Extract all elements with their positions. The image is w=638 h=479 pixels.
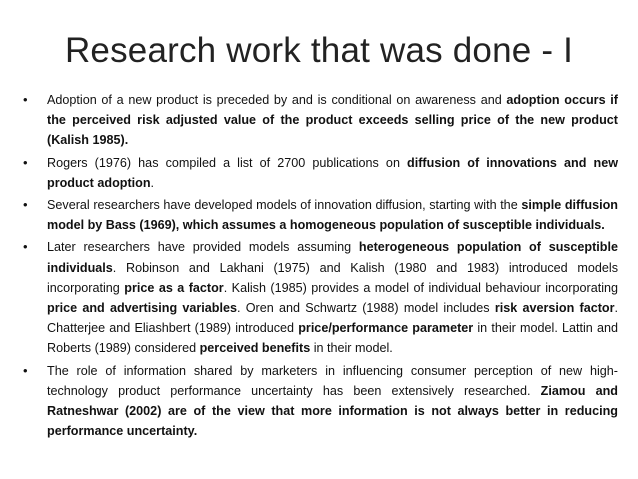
- bullet-item: [20, 195, 618, 235]
- bullet-text-bold: heterogeneous population of susceptible individuals: [47, 240, 618, 275]
- bullet-text: Later researchers have provided models assuming: [47, 240, 359, 255]
- bullet-text: .: [150, 175, 155, 190]
- bullet-dot-icon: •: [23, 92, 28, 107]
- bullet-text: Adoption of a new product is preceded by and is conditional on awareness and: [47, 93, 507, 107]
- bullet-item: [20, 153, 618, 193]
- bullet-text-bold: Ziamou and Ratneshwar (2002) are of the view that more information is not always better in reducing performance uncertainty.: [47, 383, 619, 439]
- bullet-text: in their model.: [310, 341, 393, 356]
- bullet-text-bold: price and advertising variables: [47, 301, 237, 316]
- bullet-text: Rogers (1976) has compiled a list of 2700 publications on: [47, 155, 408, 170]
- bullet-text: in their model. Lattin and Roberts (1989) considered: [47, 321, 618, 356]
- bullet-text-bold: diffusion of innovations and new product adoption: [47, 155, 619, 190]
- bullet-list: [20, 90, 618, 443]
- slide-title: Research work that was done - I: [64, 31, 574, 70]
- bullet-text-bold: simple diffusion model by Bass (1969), which assumes a homogeneous population of susceptible individuals.: [47, 198, 619, 233]
- bullet-text-bold: adoption occurs if the perceived risk adjusted value of the product exceeds selling price of the new product (Kalish 1985).: [47, 93, 618, 148]
- bullet-text: The role of information shared by marketers in influencing consumer perception of new high-technology product performance uncertainty has been extensively researched.: [47, 363, 618, 398]
- bullet-dot-icon: •: [23, 239, 28, 255]
- bullet-dot-icon: •: [23, 362, 28, 378]
- bullet-text-bold: risk aversion factor: [494, 301, 615, 316]
- bullet-dot-icon: •: [23, 197, 28, 213]
- bullet-text: . Oren and Schwartz (1988) model includes: [237, 301, 495, 316]
- bullet-text-bold: price/performance parameter: [298, 321, 474, 336]
- bullet-text-bold: price as a factor: [124, 280, 224, 295]
- bullet-text: . Robinson and Lakhani (1975) and Kalish (1980 and 1983) introduced models incorporating: [47, 260, 618, 295]
- bullet-dot-icon: •: [23, 154, 28, 170]
- bullet-text: . Kalish (1985) provides a model of individual behaviour incorporating: [223, 280, 618, 295]
- bullet-text: . Chatterjee and Eliashbert (1989) introduced: [47, 301, 619, 336]
- bullet-item: [20, 90, 618, 151]
- bullet-text: Several researchers have developed models of innovation diffusion, starting with the: [47, 198, 522, 213]
- bullet-item: [20, 237, 618, 358]
- bullet-text-bold: perceived benefits: [199, 341, 311, 356]
- bullet-item: [20, 361, 618, 442]
